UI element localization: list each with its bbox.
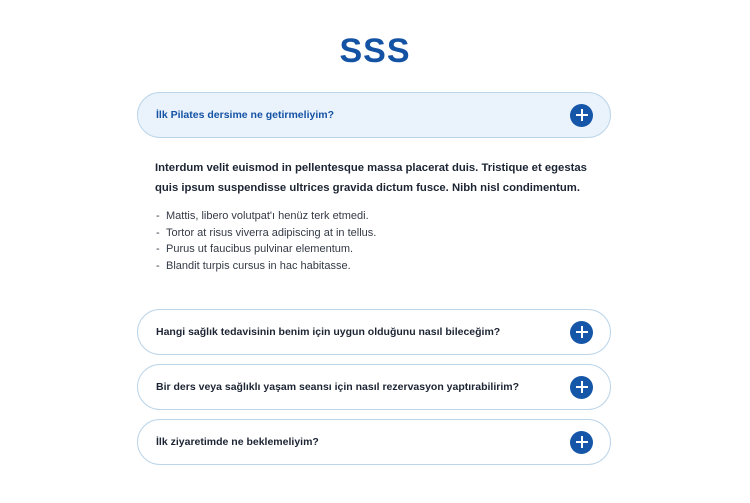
faq-answer: [155, 158, 605, 274]
answer-list-item: - Tortor at risus viverra adipiscing at in tellus.: [155, 225, 605, 242]
page-title: SSS: [339, 32, 411, 70]
faq-item-open[interactable]: [137, 92, 611, 138]
answer-list-item: - Mattis, libero volutpat'ı henüz terk etmedi.: [155, 208, 605, 225]
plus-icon[interactable]: [570, 104, 593, 127]
plus-icon[interactable]: [570, 321, 593, 344]
faq-question: Hangi sağlık tedavisinin benim için uygun olduğunu nasıl bileceğim?: [156, 326, 501, 338]
plus-icon[interactable]: [570, 431, 593, 454]
faq-question: İlk ziyaretimde ne beklemeliyim?: [156, 436, 319, 448]
answer-list: [155, 208, 605, 274]
plus-icon[interactable]: [570, 376, 593, 399]
faq-item-treatment[interactable]: [137, 309, 611, 355]
faq-item-first-visit[interactable]: [137, 419, 611, 465]
faq-question: İlk Pilates dersime ne getirmeliyim?: [156, 109, 334, 121]
faq-item-booking[interactable]: [137, 364, 611, 410]
answer-list-item: - Purus ut faucibus pulvinar elementum.: [155, 241, 605, 258]
answer-lead-text: Interdum velit euismod in pellentesque massa placerat duis. Tristique et egestas quis ipsum suspendisse ultrices gravida dictum fusce. Nibh nisl condimentum.: [155, 162, 587, 194]
faq-question: Bir ders veya sağlıklı yaşam seansı için nasıl rezervasyon yaptırabilirim?: [156, 381, 520, 393]
answer-list-item: - Blandit turpis cursus in hac habitasse.: [155, 258, 605, 275]
